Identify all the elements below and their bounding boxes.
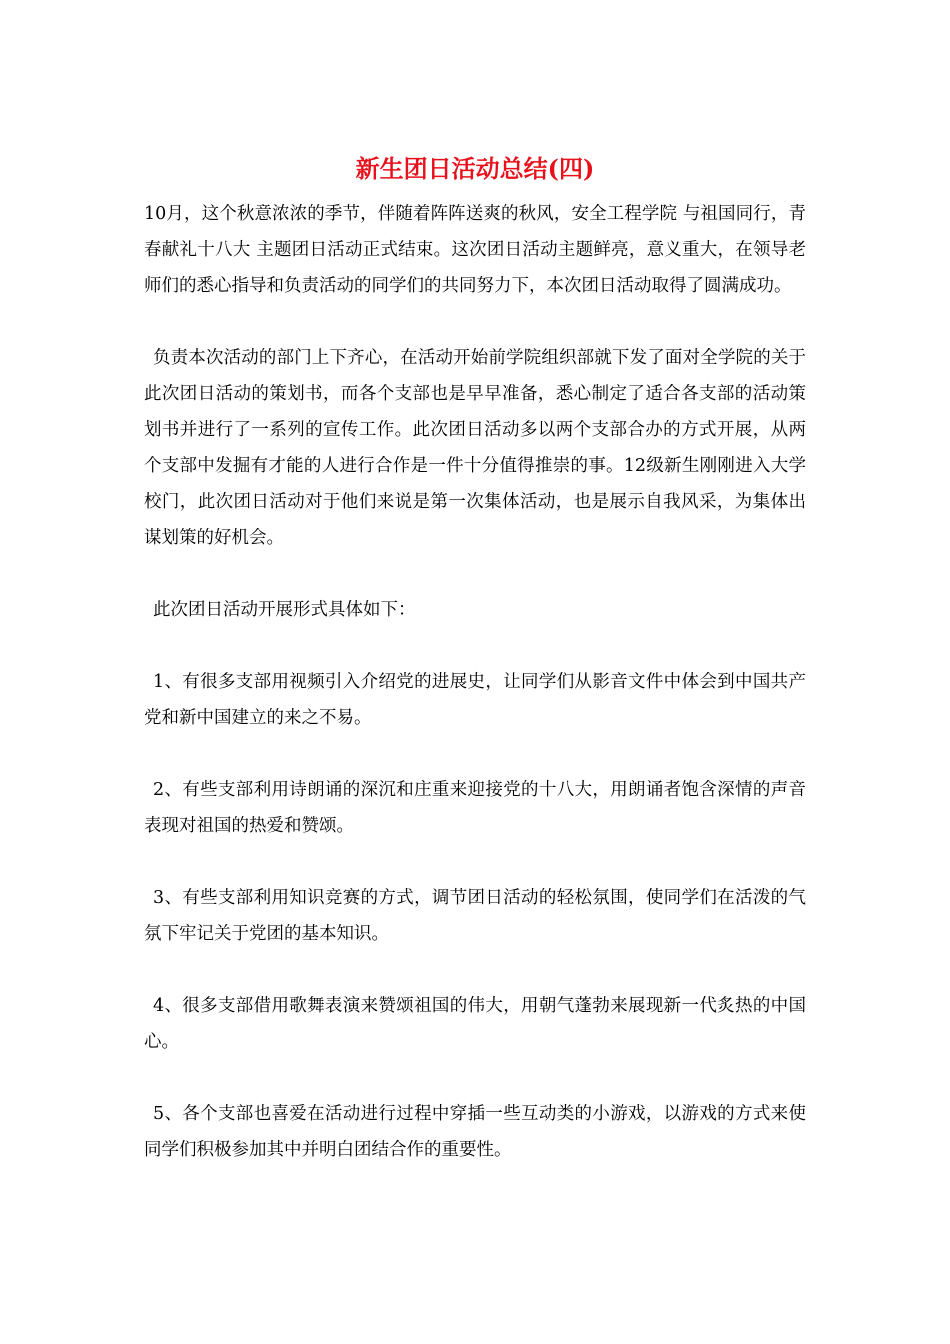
paragraph-forms-heading: 此次团日活动开展形式具体如下：	[153, 600, 416, 620]
list-item-3: 3、有些支部利用知识竞赛的方式，调节团日活动的轻松氛围，使同学们在活泼的气氛下牢记关于党团的基本知识。	[144, 888, 806, 944]
list-item-2: 2、有些支部利用诗朗诵的深沉和庄重来迎接党的十八大，用朗诵者饱含深情的声音表现对祖国的热爱和赞颂。	[144, 780, 806, 836]
document-body	[144, 196, 806, 1168]
document-title: 新生团日活动总结(四)	[355, 154, 595, 183]
list-item-1: 1、有很多支部用视频引入介绍党的进展史，让同学们从影音文件中体会到中国共产党和新中国建立的来之不易。	[144, 672, 806, 728]
list-item-5: 5、各个支部也喜爱在活动进行过程中穿插一些互动类的小游戏，以游戏的方式来使同学们积极参加其中并明白团结合作的重要性。	[144, 1104, 806, 1160]
paragraph-intro: 10月，这个秋意浓浓的季节，伴随着阵阵送爽的秋风，安全工程学院 与祖国同行，青春献礼十八大 主题团日活动正式结束。这次团日活动主题鲜亮，意义重大，在领导老师们的悉心指导和负责活动的同学们的共同努力下，本次团日活动取得了圆满成功。	[144, 204, 806, 296]
list-item-4: 4、很多支部借用歌舞表演来赞颂祖国的伟大，用朝气蓬勃来展现新一代炙热的中国心。	[144, 996, 806, 1052]
paragraph-organization: 负责本次活动的部门上下齐心，在活动开始前学院组织部就下发了面对全学院的关于此次团日活动的策划书，而各个支部也是早早准备，悉心制定了适合各支部的活动策划书并进行了一系列的宣传工作。此次团日活动多以两个支部合办的方式开展，从两个支部中发掘有才能的人进行合作是一件十分值得推崇的事。12级新生刚刚进入大学校门，此次团日活动对于他们来说是第一次集体活动，也是展示自我风采，为集体出谋划策的好机会。	[144, 348, 806, 548]
